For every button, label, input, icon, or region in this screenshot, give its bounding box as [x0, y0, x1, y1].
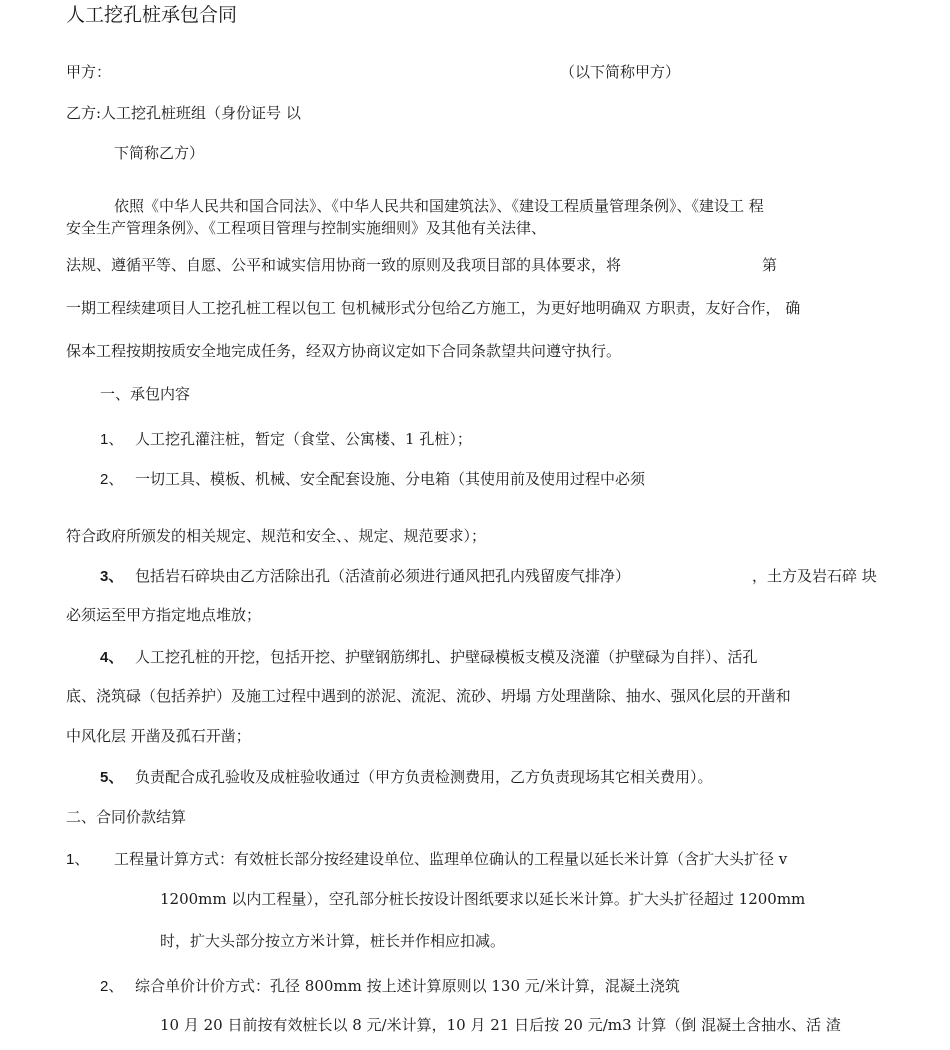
section2-item1: [66, 849, 788, 870]
item-text: 工程量计算方式：有效桩长部分按经建设单位、监理单位确认的工程量以延长米计算（含扩大头扩径 v: [114, 850, 788, 868]
section1-item5: [100, 767, 713, 788]
intro-line4: 一期工程续建项目人工挖孔桩工程以包工 包机械形式分包给乙方施工，为更好地明确双 方职责，友好合作， 确: [66, 299, 801, 317]
item-text: 综合单价计价方式：孔径 800mm 按上述计算原则以 130 元/米计算，混凝土浇筑: [135, 977, 680, 995]
party-b-line2: 下简称乙方）: [114, 144, 205, 162]
section2-item2: [100, 976, 680, 997]
section2-item1-cont1: 1200mm 以内工程量），空孔部分桩长按设计图纸要求以延长米计算。扩大头扩径超过 1200mm: [160, 890, 806, 908]
section1-item4: [100, 647, 758, 668]
party-a-label: 甲方：: [66, 63, 112, 81]
item-text: 包括岩石碎块由乙方活除出孔（活渣前必须进行通风把孔内残留废气排净）: [135, 567, 631, 585]
item-number: 2、: [100, 471, 124, 488]
party-a-note: （以下简称甲方）: [560, 63, 681, 81]
intro-line1: 依照《中华人民共和国合同法》、《中华人民共和国建筑法》、《建设工程质量管理条例》、《建设工 程: [114, 197, 764, 215]
section1-item1: [100, 429, 472, 450]
party-b-line1: 乙方:人工挖孔桩班组（身份证号 以: [66, 104, 301, 122]
item-number: 3、: [100, 568, 124, 585]
section1-item3: [100, 566, 631, 587]
document-title: 人工挖孔桩承包合同: [66, 4, 238, 26]
intro-line3: 法规、遵循平等、自愿、公平和诚实信用协商一致的原则及我项目部的具体要求，将: [66, 256, 622, 274]
item-number: 2、: [100, 978, 124, 995]
section1-item3-cont: 必须运至甲方指定地点堆放；: [66, 606, 262, 624]
section1-item2: [100, 469, 646, 490]
item-text: 人工挖孔灌注桩，暂定（食堂、公寓楼、1 孔桩）；: [135, 430, 472, 448]
item-number: 1、: [66, 851, 90, 868]
item-number: 4、: [100, 649, 124, 666]
section1-item4-cont1: 底、浇筑碌（包括养护）及施工过程中遇到的淤泥、流泥、流砂、坍塌 方处理凿除、抽水、强风化层的开凿和: [66, 687, 791, 705]
intro-line5: 保本工程按期按质安全地完成任务，经双方协商议定如下合同条款望共问遵守执行。: [66, 342, 622, 360]
section2-item2-cont1: 10 月 20 日前按有效桩长以 8 元/米计算，10 月 21 日后按 20 元/m3 计算（倒 混凝土含抽水、活 渣: [160, 1016, 841, 1034]
section1-item4-cont2: 中风化层 开凿及孤石开凿；: [66, 727, 251, 745]
item-number: 5、: [100, 769, 124, 786]
intro-line2: 安全生产管理条例》、《工程项目管理与控制实施细则》及其他有关法律、: [66, 219, 547, 237]
section1-heading: 一、承包内容: [100, 385, 191, 403]
item-text: 人工挖孔桩的开挖，包括开挖、护壁钢筋绑扎、护壁碌模板支模及浇灌（护壁碌为自拌）、活孔: [135, 648, 758, 666]
section2-heading: 二、合同价款结算: [66, 808, 187, 826]
item-text: 负责配合成孔验收及成桩验收通过（甲方负责检测费用，乙方负责现场其它相关费用）。: [135, 768, 713, 786]
section1-item2-cont: 符合政府所颁发的相关规定、规范和安全、、规定、规范要求）；: [66, 527, 487, 545]
section1-item3-tail: ，土方及岩石碎 块: [752, 567, 877, 585]
intro-line3-tail: 第: [762, 256, 778, 274]
item-number: 1、: [100, 431, 124, 448]
item-text: 一切工具、模板、机械、安全配套设施、分电箱（其使用前及使用过程中必须: [135, 470, 646, 488]
section2-item1-cont2: 时，扩大头部分按立方米计算，桩长并作相应扣减。: [160, 932, 506, 950]
